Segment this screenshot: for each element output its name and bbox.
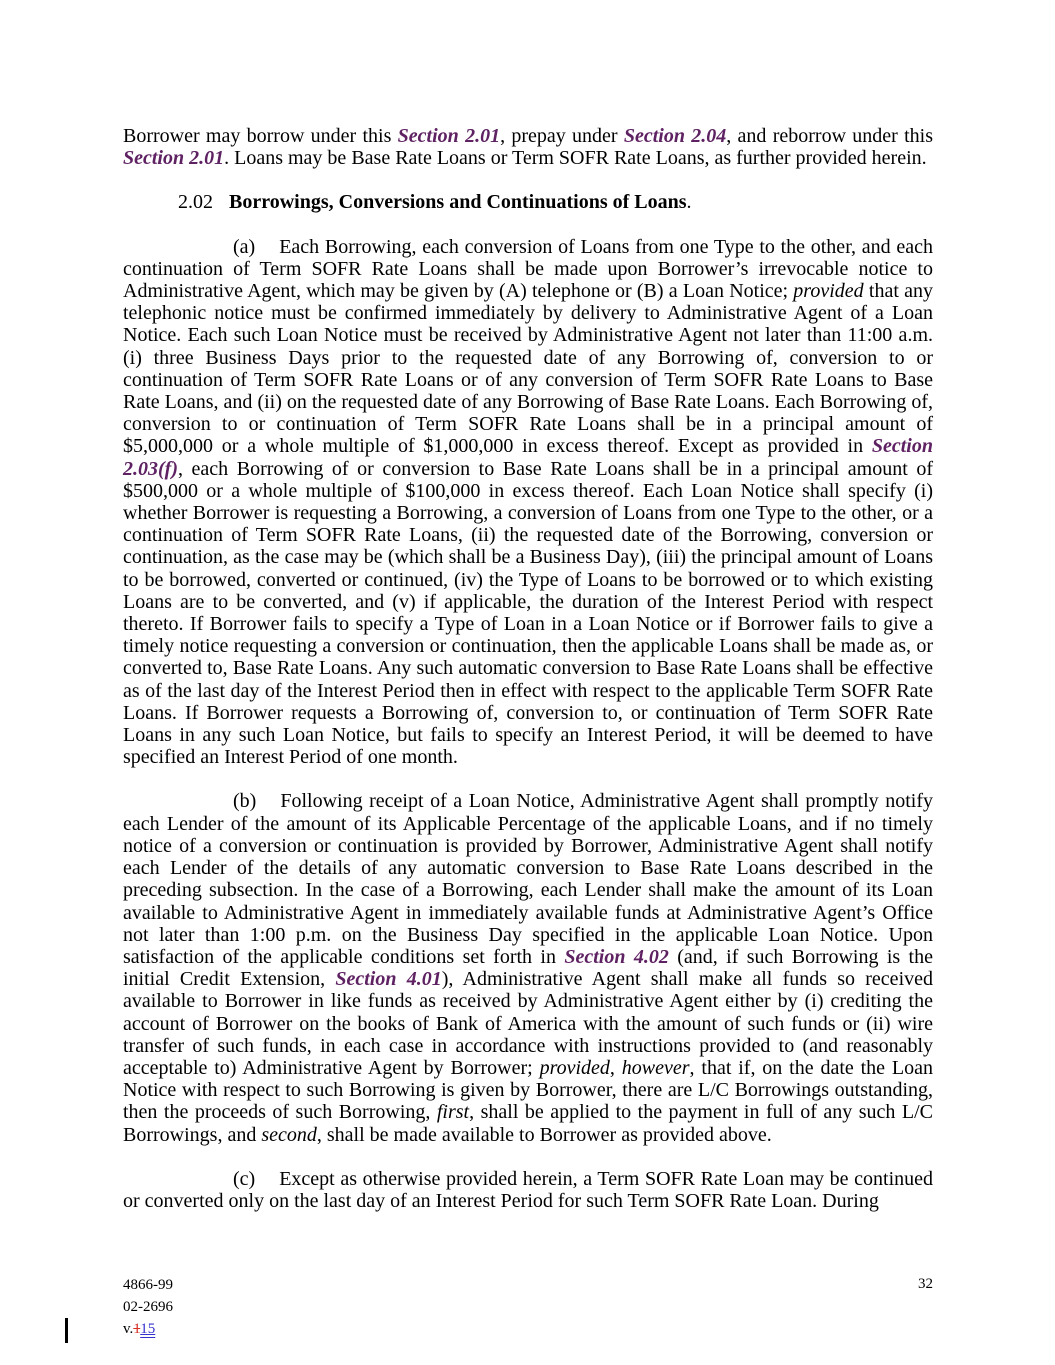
- text-run: Following receipt of a Loan Notice, Administrative Agent shall promptly notify each Lender of the amount of its Applicable Percentage of the applicable Loans, and if no timely notice of a conversion or continuation is provided by Borrower, Administrative Agent shall notify each Lender of the details of any automatic conversion to Base Rate Loans described in the preceding subsection. In the case of a Borrowing, each Lender shall make the amount of its Loan available to Administrative Agent in immediately available funds at Administrative Agent’s Office not later than 1:00 p.m. on the Business Day specified in the applicable Loan Notice. Upon satisfaction of the applicable conditions set forth in: [123, 790, 933, 968]
- footer-block: [123, 1274, 173, 1340]
- text-run: Section 2.04: [623, 125, 727, 147]
- text-run: Section 2.01: [397, 125, 501, 147]
- footer-version-inserted: 15: [140, 1321, 156, 1337]
- footer-matter-number: 4866-99: [123, 1277, 173, 1293]
- text-run: Borrower may borrow under this: [123, 125, 398, 147]
- text-run: , that if, on the date the Loan Notice with respect to such Borrowing is given by Borrower, there are L/C Borrowings outstanding, then the proceeds of such Borrowing,: [123, 1056, 933, 1124]
- text-run: . Loans may be Base Rate Loans or Term SOFR Rate Loans, as further provided herein.: [224, 147, 927, 170]
- footer-version-deleted: 1: [133, 1321, 141, 1337]
- footer-client-number: 02-2696: [123, 1299, 173, 1315]
- text-run: .: [686, 191, 692, 214]
- text-run: ,: [609, 1056, 622, 1079]
- text-run: 2.02: [178, 191, 213, 214]
- footer-version-prefix: v.: [123, 1321, 134, 1337]
- text-run: (c): [233, 1167, 256, 1190]
- text-run: however: [621, 1056, 690, 1079]
- paragraph-b: [123, 790, 933, 1145]
- paragraph-a: [123, 236, 933, 769]
- text-run: that any telephonic notice must be confirmed immediately by delivery to Administrative Agent of a Loan Notice. Each such Loan Notice must be received by Administrative Agent not later than 11:00 a.m. (i) three Business Days prior to the requested date of any Borrowing of, conversion to or continuation of Term SOFR Rate Loans or of any conversion of Term SOFR Rate Loans to Base Rate Loans, and (ii) on the requested date of any Borrowing of Base Rate Loans. Each Borrowing of, conversion to or continuation of Term SOFR Rate Loans shall be in a principal amount of $5,000,000 or a whole multiple of $1,000,000 in excess thereof. Except as provided in: [123, 280, 933, 458]
- intro-paragraph: [123, 125, 933, 169]
- text-run: Each Borrowing, each conversion of Loans from one Type to the other, and each continuation of Term SOFR Rate Loans shall be made upon Borrower’s irrevocable notice to Administrative Agent, which may be given by (A) telephone or (B) a Loan Notice;: [123, 235, 933, 303]
- section-heading: [123, 191, 933, 213]
- text-run: , and reborrow under this: [726, 125, 934, 147]
- tracked-change-bar: [65, 1318, 68, 1343]
- text-run: ), Administrative Agent shall make all funds so received available to Borrower in like funds as received by Administrative Agent either by (i) crediting the account of Borrower on the books of Bank of America with the amount of such funds or (ii) wire transfer of such funds, in each case in accordance with instructions provided to (and reasonably acceptable to) Administrative Agent by Borrower;: [123, 968, 933, 1079]
- page-number: 32: [918, 1276, 933, 1292]
- text-run: (a): [233, 235, 256, 258]
- text-run: Except as otherwise provided herein, a Term SOFR Rate Loan may be continued or converted only on the last day of an Interest Period for such Term SOFR Rate Loan. During: [123, 1167, 933, 1212]
- text-run: Borrowings, Conversions and Continuations of Loans: [229, 191, 687, 214]
- text-run: Section 4.02: [564, 945, 669, 968]
- text-run: provided: [539, 1056, 610, 1079]
- text-run: (and, if such Borrowing is the initial Credit Extension,: [123, 945, 933, 991]
- text-run: Section 4.01: [335, 968, 442, 991]
- text-run: , shall be applied to the payment in full of any such L/C Borrowings, and: [123, 1101, 934, 1146]
- text-run: provided: [793, 280, 864, 303]
- text-run: , each Borrowing of or conversion to Base Rate Loans shall be in a principal amount of $500,000 or a whole multiple of $100,000 in excess thereof. Each Loan Notice shall specify (i) whether Borrower is requesting a Borrowing, a conversion of Loans from one Type to the other, or a continuation of Term SOFR Rate Loans, (ii) the requested date of the Borrowing, conversion or continuation, as the case may be (which shall be a Business Day), (iii) the principal amount of Loans to be borrowed, converted or continued, (iv) the Type of Loans to be borrowed or to which existing Loans are to be converted, and (v) if applicable, the duration of the Interest Period with respect thereto. If Borrower fails to specify a Type of Loan in a Loan Notice or if Borrower fails to give a timely notice requesting a conversion or continuation, then the applicable Loans shall be made as, or converted to, Base Rate Loans. Any such automatic conversion to Base Rate Loans shall be effective as of the last day of the Interest Period then in effect with respect to the applicable Term SOFR Rate Loans. If Borrower requests a Borrowing of, conversion to, or continuation of Term SOFR Rate Loans in any such Loan Notice, but fails to specify an Interest Period, it will be deemed to have specified an Interest Period of one month.: [123, 457, 933, 769]
- text-run: Section 2.03(f): [123, 435, 933, 480]
- text-run: , prepay under: [500, 125, 624, 147]
- paragraph-c: [123, 1168, 933, 1212]
- document-body: [123, 125, 933, 1234]
- text-run: first: [436, 1101, 470, 1124]
- text-run: Section 2.01: [123, 147, 225, 170]
- text-run: (b): [233, 790, 257, 813]
- footer-version-line: [123, 1318, 173, 1340]
- text-run: second: [261, 1123, 317, 1146]
- text-run: , shall be made available to Borrower as provided above.: [316, 1123, 772, 1146]
